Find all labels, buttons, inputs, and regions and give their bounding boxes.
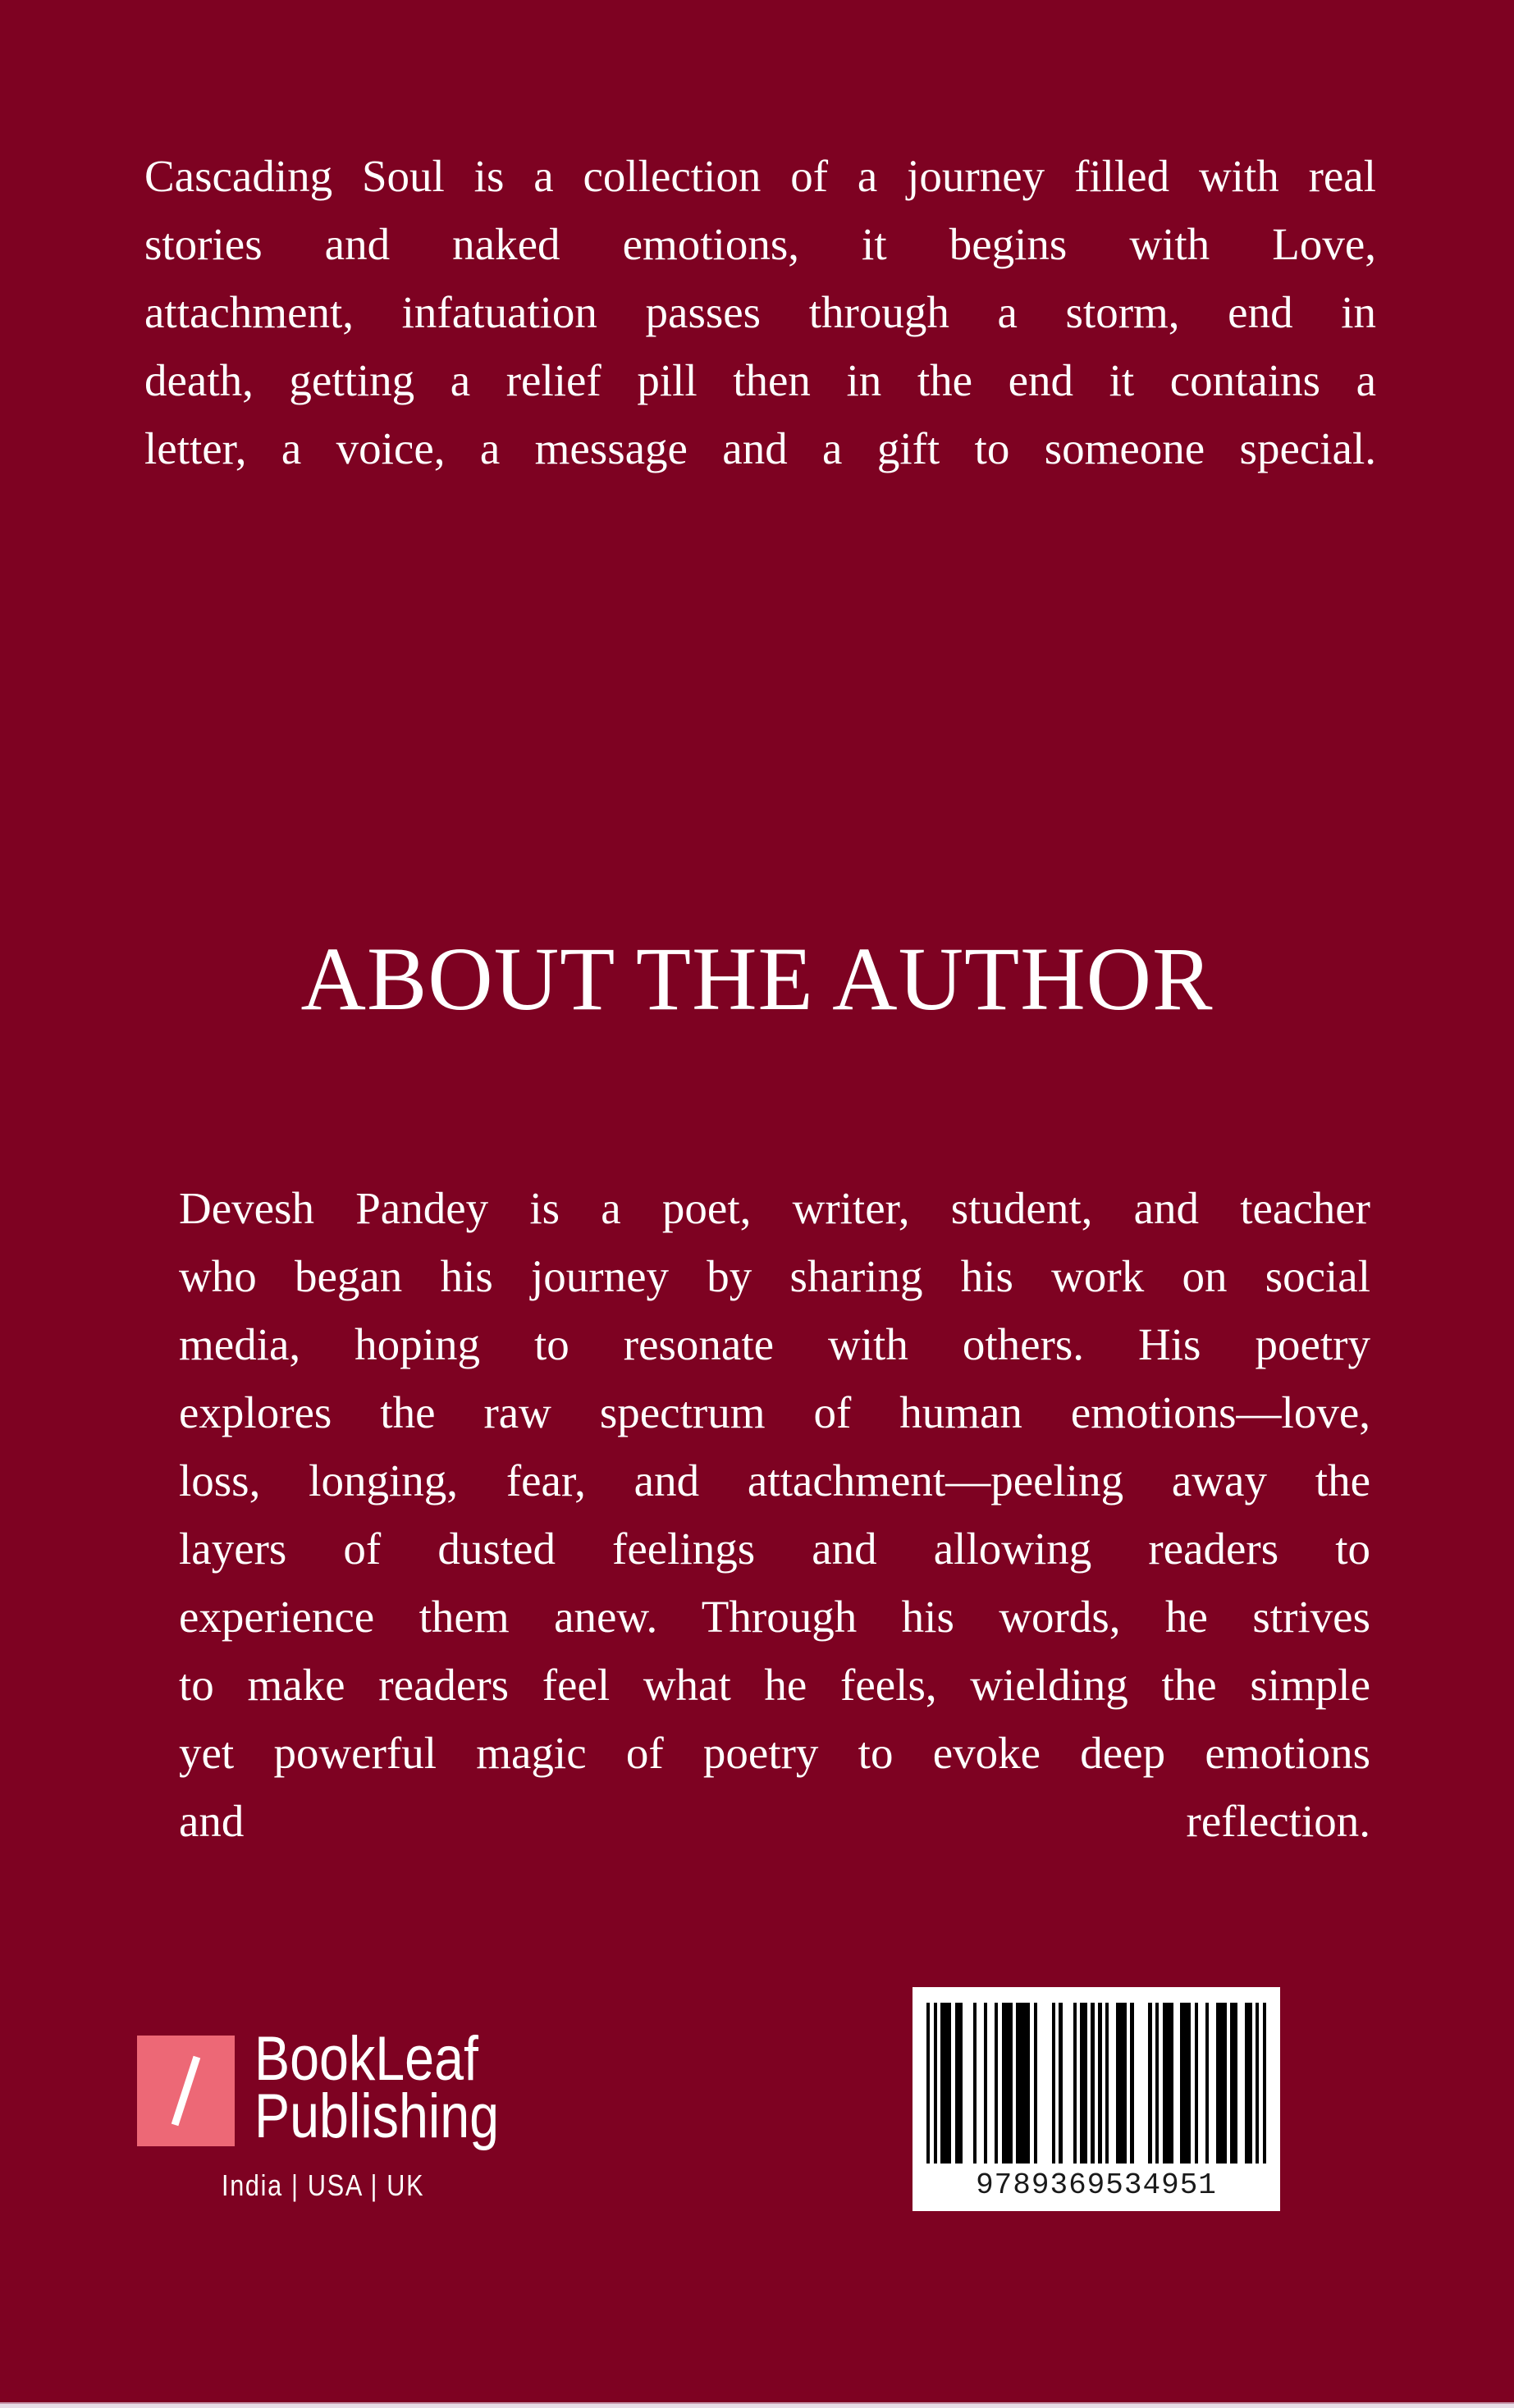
barcode-bar — [1155, 2003, 1159, 2164]
bio-line: who began his journey by sharing his work on social — [179, 1251, 1370, 1301]
barcode-bar — [1148, 2003, 1151, 2164]
barcode-bar — [1230, 2003, 1237, 2164]
barcode-bar — [940, 2003, 951, 2164]
slash-icon — [172, 2056, 200, 2127]
barcode-bar — [1180, 2003, 1191, 2164]
synopsis-line: stories and naked emotions, it begins with Love, — [144, 219, 1376, 269]
author-bio-paragraph — [179, 1174, 1370, 1855]
barcode-bar — [1105, 2003, 1109, 2164]
barcode-bar — [995, 2003, 998, 2164]
barcode-bar — [1091, 2003, 1094, 2164]
barcode-bar — [1073, 2003, 1077, 2164]
barcode-bar — [1116, 2003, 1127, 2164]
barcode-bar — [1002, 2003, 1013, 2164]
synopsis-line: letter, a voice, a message and a gift to someone special. — [144, 423, 1376, 473]
bio-line: media, hoping to resonate with others. His poetry — [179, 1319, 1370, 1369]
barcode-bar — [1163, 2003, 1173, 2164]
barcode-bars — [926, 2003, 1266, 2164]
barcode-bar — [1130, 2003, 1133, 2164]
barcode-bar — [1016, 2003, 1030, 2164]
publisher-regions: India | USA | UK — [222, 2168, 425, 2202]
bio-line: loss, longing, fear, and attachment—peeling away the — [179, 1455, 1370, 1506]
barcode-bar — [1052, 2003, 1055, 2164]
barcode-bar — [1195, 2003, 1198, 2164]
bio-line: to make readers feel what he feels, wielding the simple — [179, 1660, 1370, 1710]
barcode-bar — [973, 2003, 977, 2164]
isbn-number: 9789369534951 — [976, 2168, 1217, 2202]
bio-line: Devesh Pandey is a poet, writer, student, and teacher — [179, 1183, 1370, 1233]
barcode-bar — [1098, 2003, 1101, 2164]
barcode-bar — [1216, 2003, 1227, 2164]
barcode-bar — [955, 2003, 963, 2164]
publisher-name — [254, 2024, 500, 2151]
bookleaf-logo-square — [137, 2036, 235, 2146]
barcode-bar — [1034, 2003, 1037, 2164]
bio-line: yet powerful magic of poetry to evoke deep emotions — [179, 1728, 1370, 1778]
barcode-bar — [1080, 2003, 1087, 2164]
barcode-bar — [1256, 2003, 1259, 2164]
barcode-bar — [934, 2003, 937, 2164]
bio-line: explores the raw spectrum of human emotions—love, — [179, 1387, 1370, 1437]
page-bottom-edge — [0, 2402, 1514, 2408]
barcode-bar — [984, 2003, 987, 2164]
synopsis-line: attachment, infatuation passes through a storm, end in — [144, 287, 1376, 337]
synopsis-line: death, getting a relief pill then in the end it contains a — [144, 355, 1376, 405]
barcode-bar — [1245, 2003, 1252, 2164]
barcode-bar — [1205, 2003, 1209, 2164]
barcode — [913, 1987, 1280, 2211]
synopsis-paragraph — [144, 142, 1376, 482]
bio-line: and reflection. — [179, 1796, 1370, 1846]
bio-line: layers of dusted feelings and allowing readers to — [179, 1524, 1370, 1574]
publisher-name-line1: BookLeaf — [254, 2024, 478, 2094]
barcode-bar — [1059, 2003, 1062, 2164]
bio-line: experience them anew. Through his words, he strives — [179, 1592, 1370, 1642]
barcode-bar — [926, 2003, 930, 2164]
barcode-bar — [1263, 2003, 1266, 2164]
about-the-author-heading: ABOUT THE AUTHOR — [300, 929, 1214, 1029]
synopsis-line: Cascading Soul is a collection of a journey filled with real — [144, 151, 1376, 201]
publisher-name-line2: Publishing — [254, 2081, 500, 2151]
